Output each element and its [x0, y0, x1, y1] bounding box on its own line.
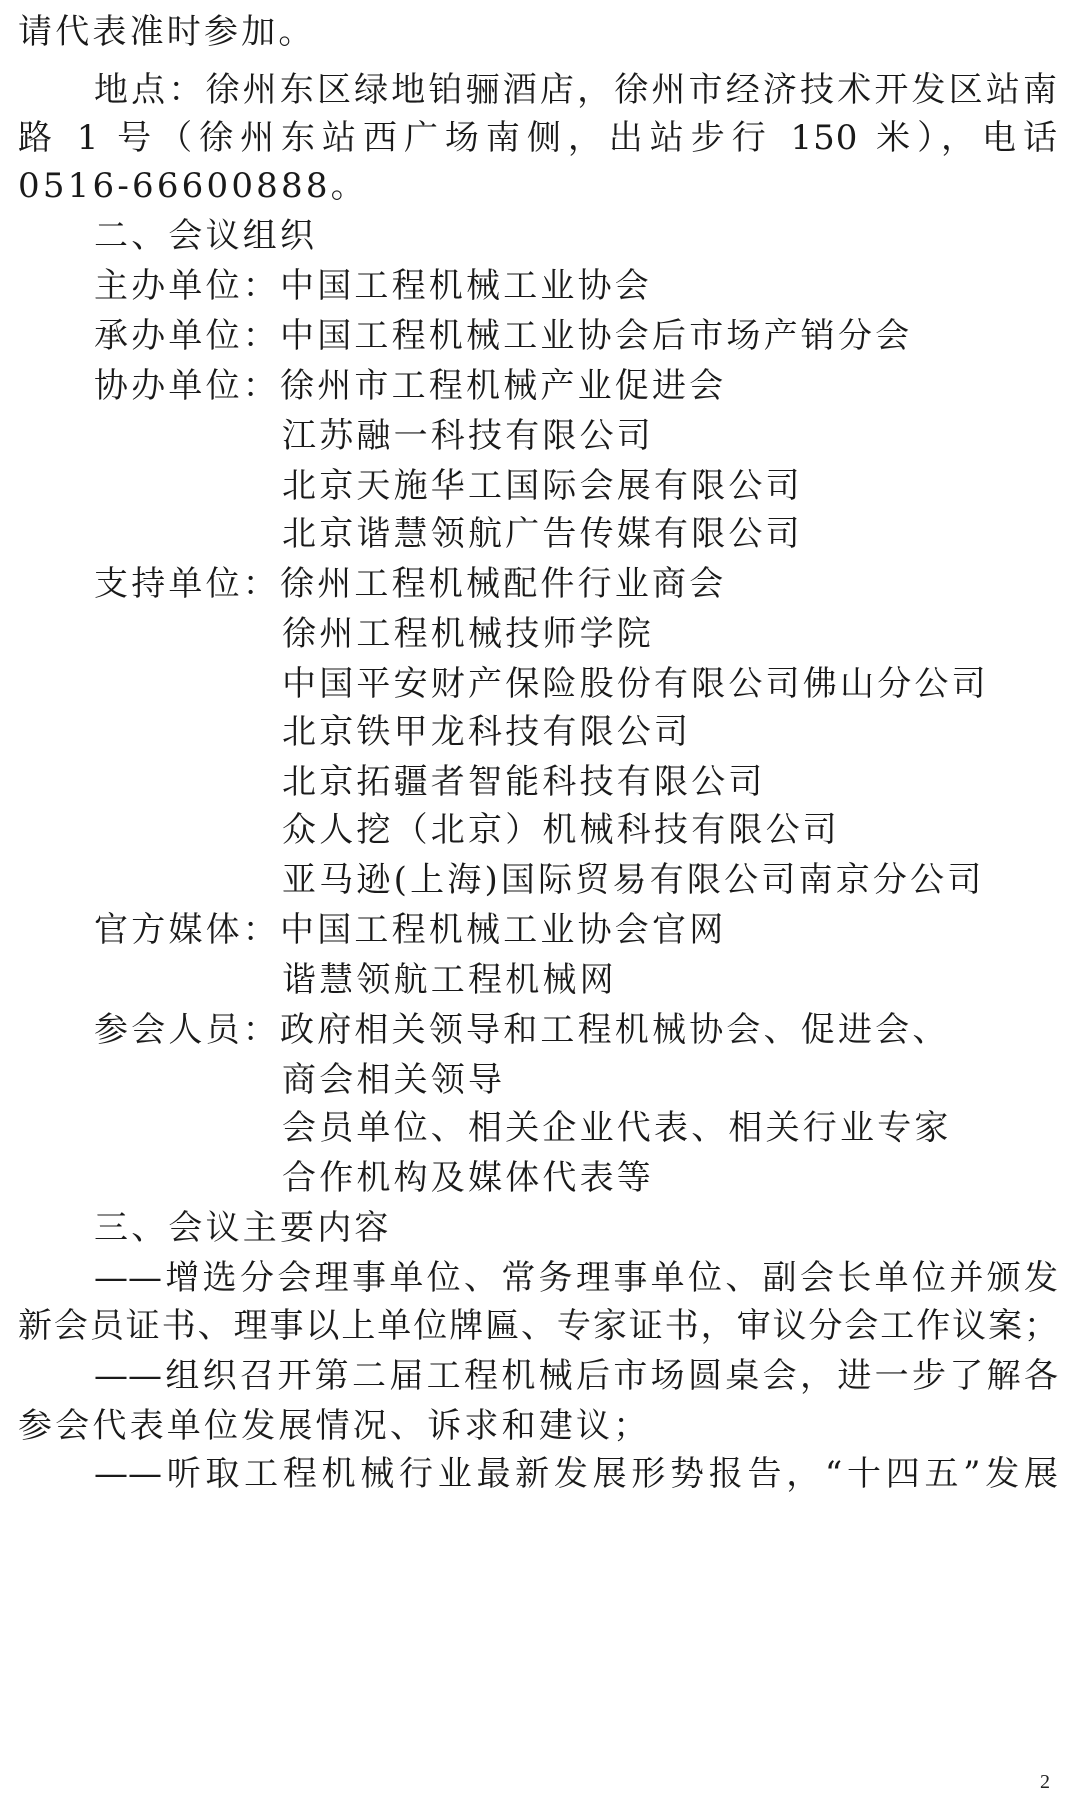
- text-line: 众人挖（北京）机械科技有限公司: [282, 810, 840, 850]
- text-line: 商会相关领导: [282, 1060, 506, 1100]
- text-line: 参会代表单位发展情况、诉求和建议；: [18, 1406, 651, 1446]
- text-line: 亚马逊(上海)国际贸易有限公司南京分公司: [282, 860, 985, 900]
- text-line: 主办单位：中国工程机械工业协会: [94, 266, 652, 306]
- page-number: 2: [1040, 1771, 1050, 1793]
- text-line: ——增选分会理事单位、常务理事单位、副会长单位并颁发: [94, 1258, 1058, 1298]
- text-line: 谐慧领航工程机械网: [282, 960, 617, 1000]
- section-heading: 二、会议组织: [94, 216, 318, 256]
- text-line: 会员单位、相关企业代表、相关行业专家: [282, 1108, 952, 1148]
- text-line: 中国平安财产保险股份有限公司佛山分公司: [282, 664, 989, 704]
- text-line: 官方媒体：中国工程机械工业协会官网: [94, 910, 727, 950]
- text-line: 新会员证书、理事以上单位牌匾、专家证书，审议分会工作议案；: [18, 1306, 1058, 1346]
- text-line: 北京拓疆者智能科技有限公司: [282, 762, 766, 802]
- text-line: 徐州工程机械技师学院: [282, 614, 654, 654]
- text-line: 北京天施华工国际会展有限公司: [282, 466, 803, 506]
- text-line: 承办单位：中国工程机械工业协会后市场产销分会: [94, 316, 913, 356]
- text-line: ——组织召开第二届工程机械后市场圆桌会，进一步了解各: [94, 1356, 1058, 1396]
- text-line: 协办单位：徐州市工程机械产业促进会: [94, 366, 727, 406]
- text-line: 0516-66600888。: [18, 166, 368, 206]
- text-line: 北京铁甲龙科技有限公司: [282, 712, 692, 752]
- text-line: ——听取工程机械行业最新发展形势报告，“十四五”发展: [94, 1454, 1058, 1494]
- text-line: 江苏融一科技有限公司: [282, 416, 654, 456]
- text-line: 北京谐慧领航广告传媒有限公司: [282, 514, 803, 554]
- text-line: 参会人员：政府相关领导和工程机械协会、促进会、: [94, 1010, 950, 1050]
- text-line: 路 1 号（徐州东站西广场南侧，出站步行 150 米），电话: [18, 118, 1058, 158]
- text-line: 地点：徐州东区绿地铂骊酒店，徐州市经济技术开发区站南: [94, 70, 1058, 110]
- text-line: 合作机构及媒体代表等: [282, 1158, 654, 1198]
- text-line: 请代表准时参加。: [18, 12, 316, 52]
- section-heading: 三、会议主要内容: [94, 1208, 392, 1248]
- text-line: 支持单位：徐州工程机械配件行业商会: [94, 564, 727, 604]
